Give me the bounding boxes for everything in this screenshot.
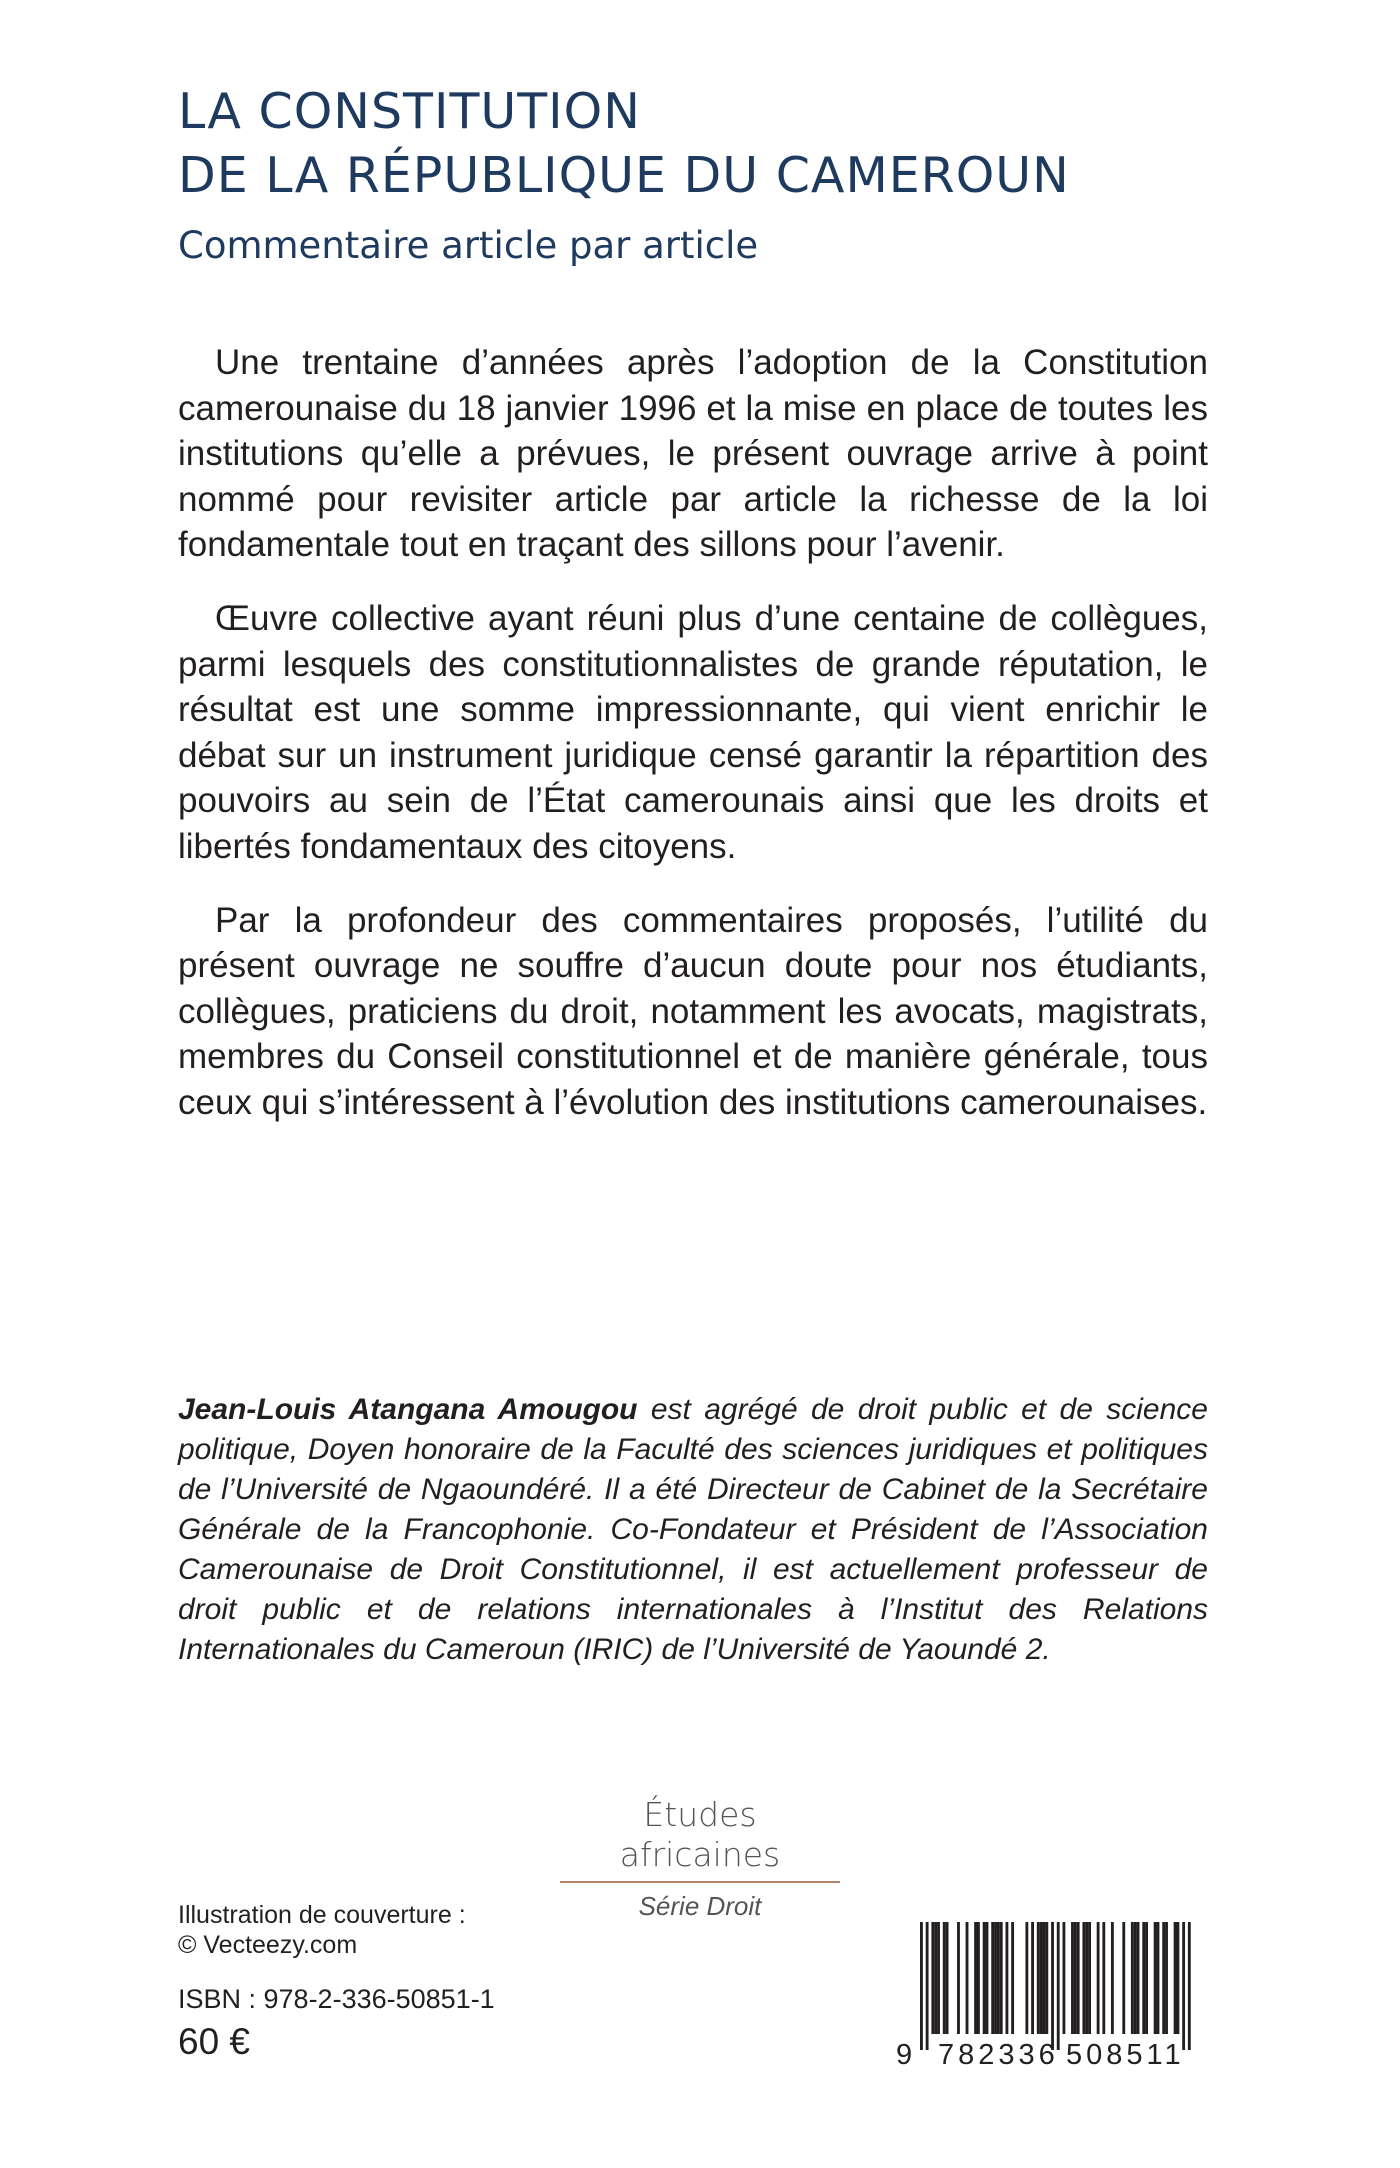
barcode-bar (937, 1922, 940, 2034)
author-name: Jean-Louis Atangana Amougou (178, 1393, 638, 1426)
barcode-bars (920, 1922, 1191, 2050)
author-bio-text: est agrégé de droit public et de science politique, Doyen honoraire de la Faculté des sciences juridiques et politiques de l’Université de Ngaoundéré. Il a été Directeur de Cabinet de la Secrétaire Générale de la Francophonie. Co-Fondateur et Président de l’Association Camerounaise de Droit Constitutionnel, il est actuellement professeur de droit public et de relations internationales à l’Institut des Relations Internationales du Cameroun (IRIC) de l’Université de Yaoundé 2. (178, 1393, 1208, 1666)
barcode-bar (1051, 1922, 1054, 2050)
barcode-bar (934, 1922, 937, 2034)
barcode-bar (1157, 1922, 1160, 2034)
barcode-bar (1142, 1922, 1145, 2034)
barcode-bar (966, 1922, 969, 2034)
barcode-bar (1037, 1922, 1040, 2034)
series-logo (560, 1795, 840, 1923)
barcode-bar (1088, 1922, 1091, 2034)
barcode-right-digits: 508511 (1066, 2039, 1185, 2070)
barcode-bar (997, 1922, 1000, 2034)
cover-credits (178, 1900, 598, 1960)
barcode-bar (1085, 1922, 1088, 2034)
barcode-bar (1082, 1922, 1085, 2034)
barcode-bar (1174, 1922, 1177, 2034)
barcode-bar (1097, 1922, 1100, 2034)
barcode-bar (994, 1922, 997, 2034)
barcode-bar (1074, 1922, 1077, 2034)
barcode-bar (1137, 1922, 1140, 2034)
title-block (178, 80, 1278, 270)
barcode-bar (974, 1922, 977, 2034)
book-title-line-2: DE LA RÉPUBLIQUE DU CAMEROUN (178, 147, 1070, 204)
barcode-bar (1063, 1922, 1066, 2034)
price: 60 € (178, 2021, 251, 2062)
barcode-bar (946, 1922, 949, 2034)
cover-credit-source: © Vecteezy.com (178, 1931, 358, 1959)
isbn: ISBN : 978-2-336-50851-1 (178, 1984, 495, 2014)
book-subtitle: Commentaire article par article (178, 224, 759, 267)
barcode-bar (983, 1922, 986, 2034)
barcode-bar (1162, 1922, 1165, 2034)
summary-paragraph: Œuvre collective ayant réuni plus d’une centaine de collègues, parmi lesquels des constitutionnalistes de grande réputation, le résultat est une somme impressionnante, qui vient enrichir le débat sur un instrument juridique censé garantir la répartition des pouvoirs au sein de l’État camerounais ainsi que les droits et libertés fondamentaux des citoyens. (178, 598, 1208, 866)
barcode-bar (926, 1922, 929, 2050)
barcode-bar (943, 1922, 946, 2034)
series-divider (560, 1881, 840, 1883)
barcode-bar (1134, 1922, 1137, 2034)
barcode-bar (1177, 1922, 1180, 2034)
summary-paragraph: Une trentaine d’années après l’adoption de la Constitution camerounaise du 18 janvier 1996 et la mise en place de toutes les institutions qu’elle a prévues, le présent ouvrage arrive à point nommé pour revisiter article par article la richesse de la loi fondamentale tout en traçant des sillons pour l’avenir. (178, 343, 1208, 565)
barcode-bar (1043, 1922, 1046, 2034)
barcode-bar (957, 1922, 960, 2034)
barcode-bar (1071, 1922, 1074, 2034)
series-name: Études africaines (619, 1795, 781, 1874)
barcode-bar (1111, 1922, 1114, 2034)
back-cover-summary (178, 340, 1208, 1154)
barcode-bar (986, 1922, 989, 2034)
barcode-bar (1102, 1922, 1105, 2034)
barcode-bar (1122, 1922, 1125, 2034)
barcode-bar (1006, 1922, 1009, 2034)
barcode-bar (1077, 1922, 1080, 2034)
barcode-bar (931, 1922, 934, 2034)
barcode-bar (1031, 1922, 1034, 2034)
barcode-bar (1131, 1922, 1134, 2034)
barcode-bar (1145, 1922, 1148, 2034)
barcode-bar (991, 1922, 994, 2034)
barcode-bar (977, 1922, 980, 2034)
barcode-bar (1165, 1922, 1168, 2034)
barcode-bar (1045, 1922, 1048, 2034)
barcode (890, 1918, 1210, 2070)
book-title-line-1: LA CONSTITUTION (178, 83, 641, 140)
barcode-bar (1025, 1922, 1028, 2034)
cover-credit-label: Illustration de couverture : (178, 1901, 466, 1929)
barcode-first-digit: 9 (896, 2039, 913, 2070)
barcode-bar (1188, 1922, 1191, 2050)
barcode-bar (1057, 1922, 1060, 2050)
series-subtitle: Série Droit (638, 1891, 762, 1921)
barcode-bar (1182, 1922, 1185, 2050)
author-bio (178, 1390, 1208, 1670)
barcode-bar (1011, 1922, 1014, 2034)
barcode-bar (1040, 1922, 1043, 2034)
barcode-bar (1154, 1922, 1157, 2034)
barcode-bar (920, 1922, 923, 2050)
summary-paragraph: Par la profondeur des commentaires proposés, l’utilité du présent ouvrage ne souffre d’aucun doute pour nos étudiants, collègues, praticiens du droit, notamment les avocats, magistrats, membres du Conseil constitutionnel et de manière générale, tous ceux qui s’intéressent à l’évolution des institutions camerounaises. (178, 900, 1208, 1122)
barcode-bar (1000, 1922, 1003, 2034)
barcode-left-digits: 782336 (938, 2039, 1059, 2070)
